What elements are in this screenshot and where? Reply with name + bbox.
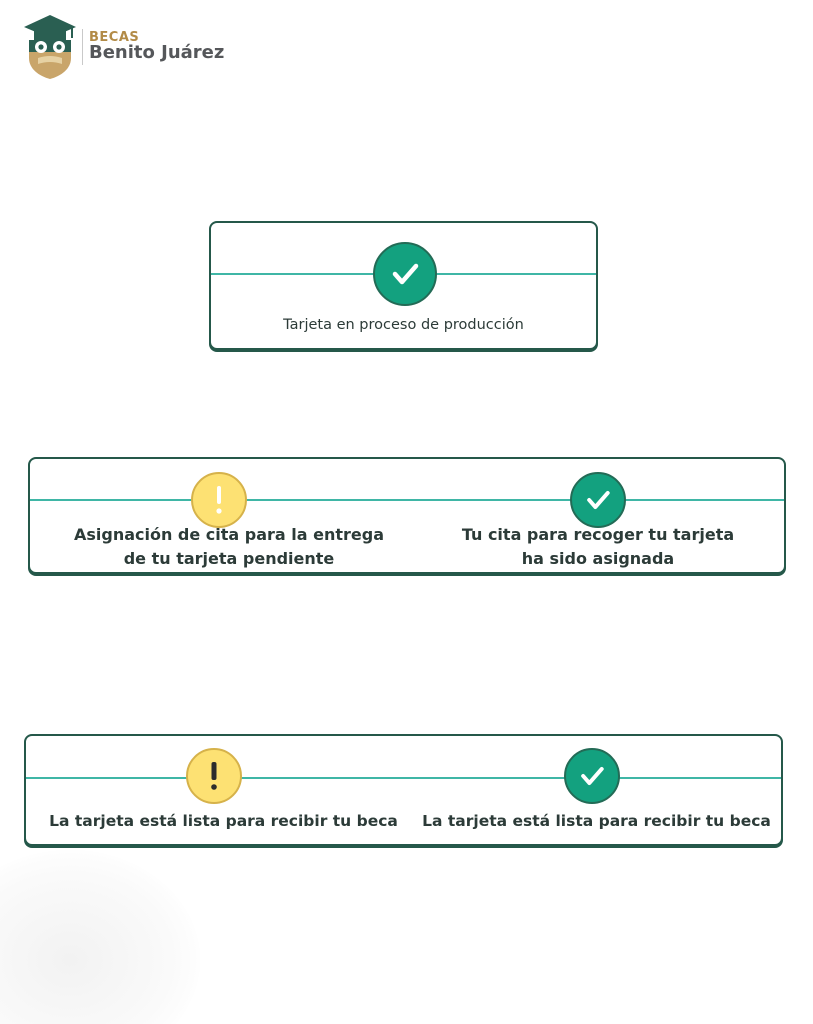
background-glow <box>0 850 200 1024</box>
step-label-line: ha sido asignada <box>521 549 675 568</box>
progress-line <box>30 499 784 501</box>
status-card-appointment <box>28 457 786 574</box>
warning-badge <box>186 748 242 804</box>
progress-line <box>26 777 781 779</box>
warning-badge <box>191 472 247 528</box>
check-badge <box>570 472 626 528</box>
step-label-text: Tarjeta en proceso de producción <box>283 317 524 333</box>
check-badge <box>373 242 437 306</box>
step-label-line: Tu cita para recoger tu tarjeta <box>461 525 735 544</box>
step-label-assigned <box>428 523 768 571</box>
status-card-production <box>209 221 598 350</box>
step-label-ready-pending <box>36 809 411 833</box>
logo-text <box>89 31 224 64</box>
logo-divider <box>82 29 83 65</box>
step-label-text: La tarjeta está lista para recibir tu beca <box>49 812 398 830</box>
step-label-line: de tu tarjeta pendiente <box>123 549 335 568</box>
becas-logo <box>22 14 224 80</box>
logo-name: Benito Juárez <box>89 42 225 64</box>
check-icon <box>577 761 607 791</box>
exclamation-icon <box>207 760 221 792</box>
step-label-line: Asignación de cita para la entrega <box>73 525 385 544</box>
check-icon <box>583 485 613 515</box>
step-label-ready-done <box>409 809 784 833</box>
step-label <box>211 313 596 337</box>
check-icon <box>388 257 422 291</box>
logo-program: BECAS <box>89 29 140 45</box>
owl-shield-icon <box>22 14 78 80</box>
step-label-pending <box>49 523 409 571</box>
exclamation-icon <box>212 484 226 516</box>
check-badge <box>564 748 620 804</box>
status-card-ready <box>24 734 783 846</box>
step-label-text: La tarjeta está lista para recibir tu beca <box>422 812 771 830</box>
